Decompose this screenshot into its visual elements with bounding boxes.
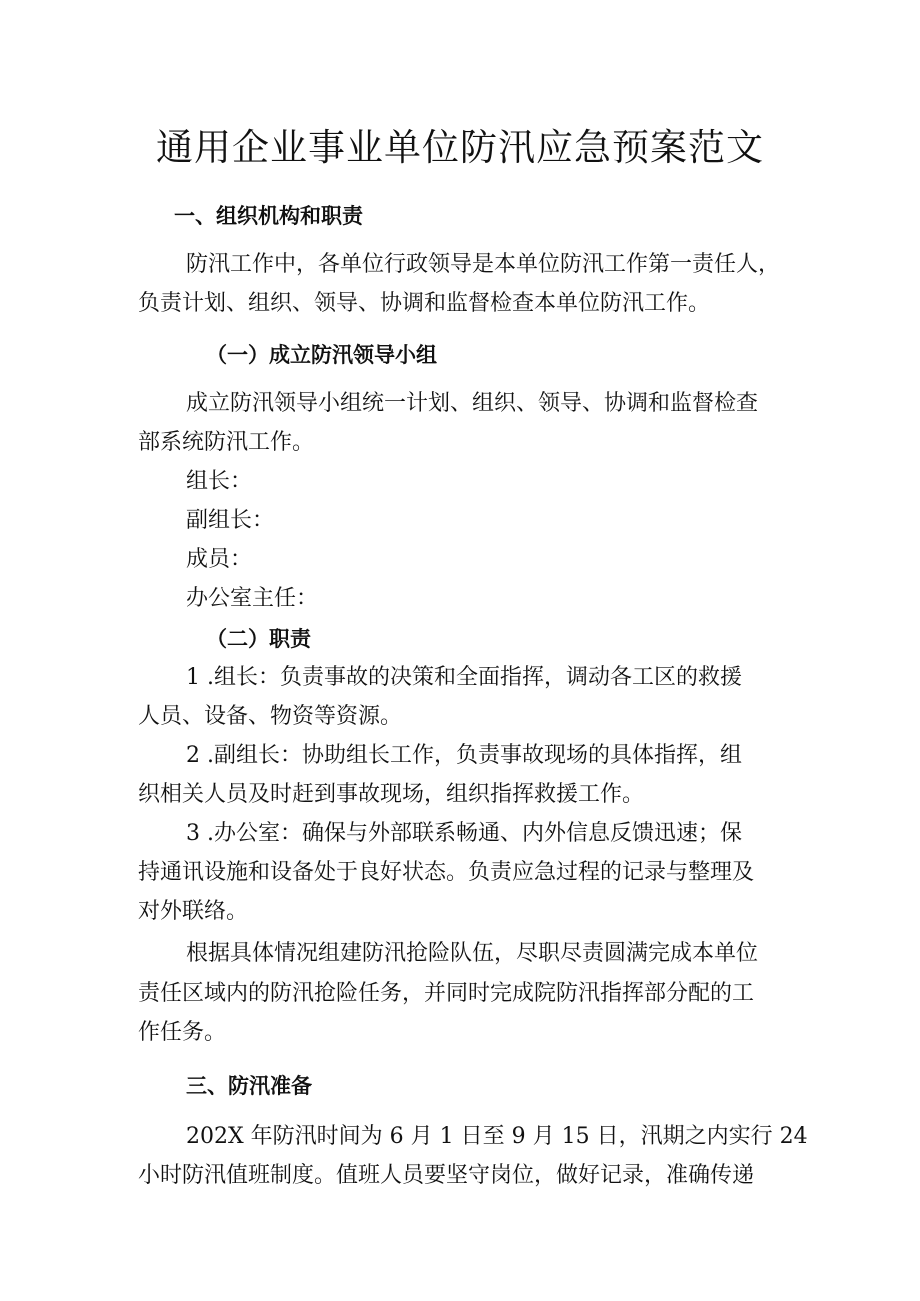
document-title: 通用企业事业单位防汛应急预案范文 <box>156 126 764 169</box>
leader-label: 组长： <box>186 469 253 494</box>
members-label: 成员： <box>186 547 253 572</box>
paragraph-line: 部系统防汛工作。 <box>138 430 315 455</box>
section-heading-organization: 一、组织机构和职责 <box>174 204 363 228</box>
subsection-heading-duties: （二）职责 <box>206 627 311 651</box>
paragraph-line: 作任务。 <box>138 1020 227 1045</box>
paragraph-line: 防汛工作中，各单位行政领导是本单位防汛工作第一责任人， <box>186 252 781 277</box>
paragraph-line: 根据具体情况组建防汛抢险队伍，尽职尽责圆满完成本单位 <box>186 941 759 966</box>
deputy-leader-label: 副组长： <box>186 508 275 533</box>
paragraph-line: 负责计划、组织、领导、协调和监督检查本单位防汛工作。 <box>138 291 711 316</box>
section-heading-preparation: 三、防汛准备 <box>186 1074 312 1098</box>
paragraph-line: 成立防汛领导小组统一计划、组织、领导、协调和监督检查 <box>186 391 759 416</box>
office-director-label: 办公室主任： <box>186 586 319 611</box>
paragraph-line: 对外联络。 <box>138 899 249 924</box>
paragraph-line: 1 .组长：负责事故的决策和全面指挥，调动各工区的救援 <box>186 665 742 690</box>
paragraph-line: 202X 年防汛时间为 6 月 1 日至 9 月 15 日，汛期之内实行 24 <box>186 1124 808 1149</box>
paragraph-line: 持通讯设施和设备处于良好状态。负责应急过程的记录与整理及 <box>138 860 755 885</box>
subsection-heading-leadership-group: （一）成立防汛领导小组 <box>206 343 437 367</box>
paragraph-line: 人员、设备、物资等资源。 <box>138 704 403 729</box>
paragraph-line: 责任区域内的防汛抢险任务，并同时完成院防汛指挥部分配的工 <box>138 981 755 1006</box>
paragraph-line: 2 .副组长：协助组长工作，负责事故现场的具体指挥，组 <box>186 743 742 768</box>
paragraph-line: 小时防汛值班制度。值班人员要坚守岗位，做好记录，准确传递 <box>138 1163 755 1188</box>
paragraph-line: 织相关人员及时赶到事故现场，组织指挥救援工作。 <box>138 782 645 807</box>
paragraph-line: 3 .办公室：确保与外部联系畅通、内外信息反馈迅速；保 <box>186 821 742 846</box>
